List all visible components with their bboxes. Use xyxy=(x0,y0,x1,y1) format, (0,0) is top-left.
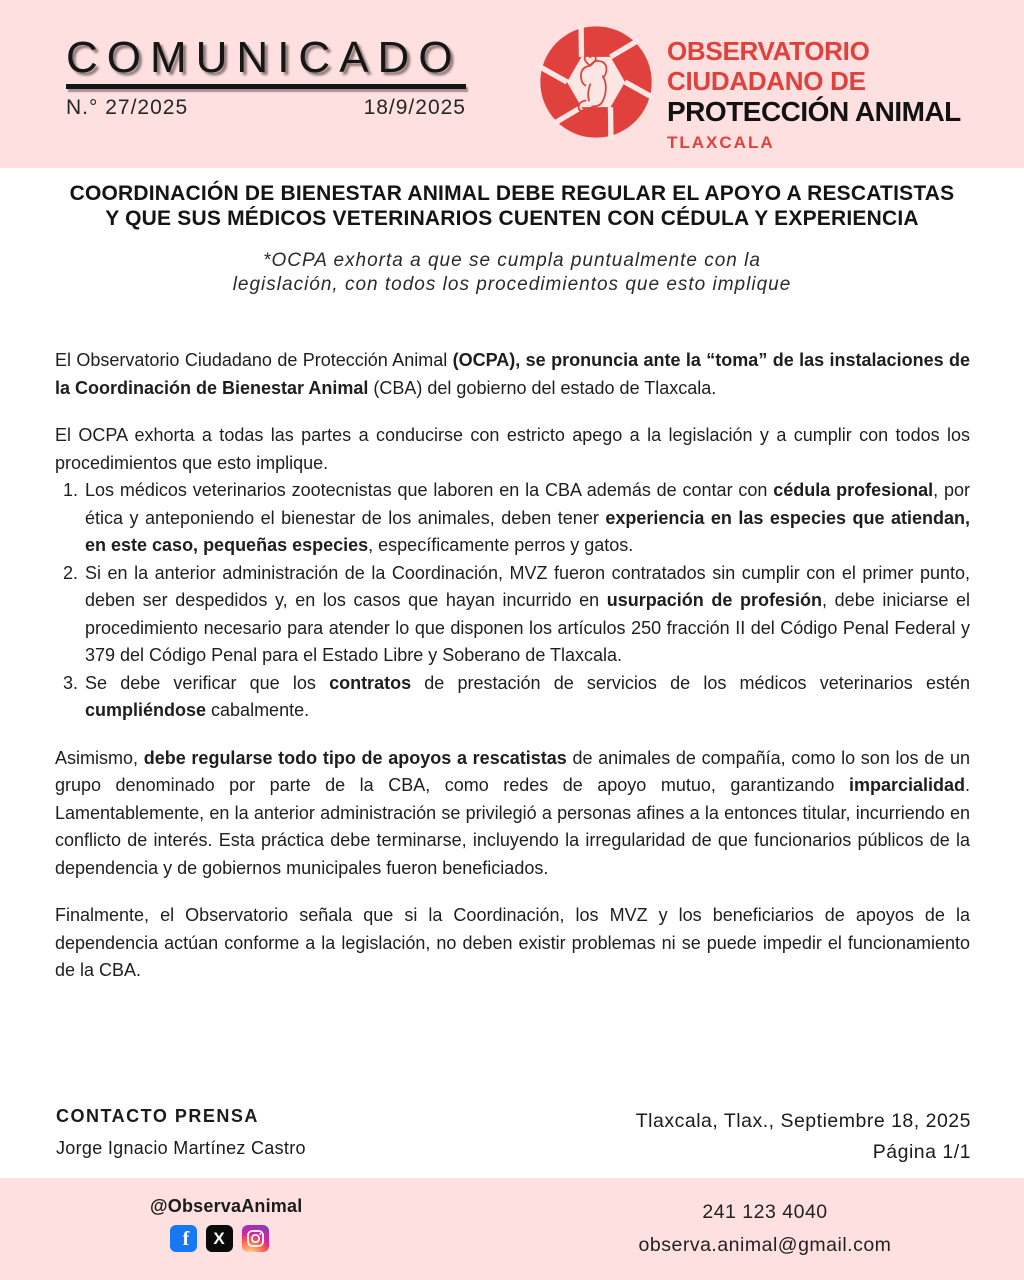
list-item-text: Si en la anterior administración de la Coordinación, MVZ fueron contratados sin cumplir con el primer punto, deben ser despedidos y, en los casos que hayan incurrido en usurpación de profesión, debe iniciarse el procedimiento necesario para atender lo que disponen los artículos 250 fracción II del Código Penal Federal y 379 del Código Penal para el Estado Libre y Soberano de Tlaxcala. xyxy=(85,562,970,665)
comunicado-date: 18/9/2025 xyxy=(363,96,466,120)
document-subhead xyxy=(40,249,984,297)
footer-contact-block xyxy=(615,1196,915,1262)
logo-line-3: PROTECCIÓN ANIMAL xyxy=(667,96,961,127)
list-item-text: Los médicos veterinarios zootecnistas que laboren en la CBA además de contar con cédula profesional, por ética y anteponiendo el bienestar de los animales, deben tener experiencia en las especies que atiendan, en este caso, pequeñas especies, específicamente perros y gatos. xyxy=(85,480,970,555)
contact-name: Jorge Ignacio Martínez Castro xyxy=(56,1138,306,1158)
logo-line-4: TLAXCALA xyxy=(667,133,775,152)
logo-line-1: OBSERVATORIO xyxy=(667,36,870,66)
paragraph-finalmente: Finalmente, el Observatorio señala que si la Coordinación, los MVZ y los beneficiarios de apoyos de la dependencia actúan conforme a la legislación, no deben existir problemas ni se puede impedir el funcionamiento de la CBA. xyxy=(55,905,970,980)
list-item-number: 2. xyxy=(63,562,79,583)
phone-number: 241 123 4040 xyxy=(702,1201,828,1223)
list-item-number: 1. xyxy=(63,480,79,500)
email-address: observa.animal@gmail.com xyxy=(638,1234,892,1256)
list-item-number: 3. xyxy=(63,672,79,693)
list-item xyxy=(63,477,970,560)
org-logo xyxy=(538,24,961,153)
paragraph-exhort: El OCPA exhorta a todas las partes a conducirse con estricto apego a la legislación y a cumplir con todos los procedimientos que esto implique. xyxy=(55,425,970,473)
footer-social-block xyxy=(150,1196,303,1252)
document-body xyxy=(55,347,970,985)
paragraph-asimismo: Asimismo, debe regularse todo tipo de apoyos a rescatistas de animales de compañía, como lo son los de un grupo denominado por parte de la CBA, como redes de apoyo mutuo, garantizando imparcialidad. Lamentablemente, en la anterior administración se privilegió a personas afines a la entonces titular, incurriendo en conflicto de interés. Esta práctica debe terminarse, incluyendo la irregularidad de que funcionarios públicos de la dependencia y de gobiernos municipales fueron beneficiados. xyxy=(55,747,970,878)
masthead-rule xyxy=(66,84,466,89)
instagram-icon xyxy=(242,1225,269,1252)
masthead xyxy=(66,34,466,120)
contact-section xyxy=(56,1106,971,1168)
x-icon: X xyxy=(206,1225,233,1252)
paragraph-intro: El Observatorio Ciudadano de Protección Animal (OCPA), se pronuncia ante la “toma” de las instalaciones de la Coordinación de Bienestar Animal (CBA) del gobierno del estado de Tlaxcala. xyxy=(55,350,970,398)
document-headline xyxy=(40,181,984,231)
logo-line-2: CIUDADANO DE xyxy=(667,66,866,96)
contact-left xyxy=(56,1106,306,1159)
list-item-text: Se debe verificar que los contratos de prestación de servicios de los médicos veterinarios estén cumpliéndose cabalmente. xyxy=(85,672,970,720)
comunicado-number: N.° 27/2025 xyxy=(66,96,189,120)
masthead-title: COMUNICADO xyxy=(66,33,462,82)
page-indicator: Página 1/1 xyxy=(872,1141,971,1163)
place-date: Tlaxcala, Tlax., Septiembre 18, 2025 xyxy=(635,1110,971,1132)
list-item xyxy=(63,560,970,670)
social-handle: @ObservaAnimal xyxy=(150,1196,303,1216)
social-icons-row xyxy=(150,1225,288,1252)
numbered-list xyxy=(63,477,970,725)
contact-right xyxy=(636,1106,971,1168)
contact-press-label: CONTACTO PRENSA xyxy=(56,1106,259,1126)
subhead-line-1: *OCPA exhorta a que se cumpla puntualmente con la xyxy=(263,250,761,271)
headline-line-2: Y QUE SUS MÉDICOS VETERINARIOS CUENTEN CON CÉDULA Y EXPERIENCIA xyxy=(105,207,919,230)
aperture-dog-icon xyxy=(538,24,654,140)
facebook-icon: f xyxy=(170,1225,197,1252)
headline-line-1: COORDINACIÓN DE BIENESTAR ANIMAL DEBE REGULAR EL APOYO A RESCATISTAS xyxy=(69,182,955,205)
list-item xyxy=(63,670,970,725)
subhead-line-2: legislación, con todos los procedimientos que esto implique xyxy=(232,274,792,295)
